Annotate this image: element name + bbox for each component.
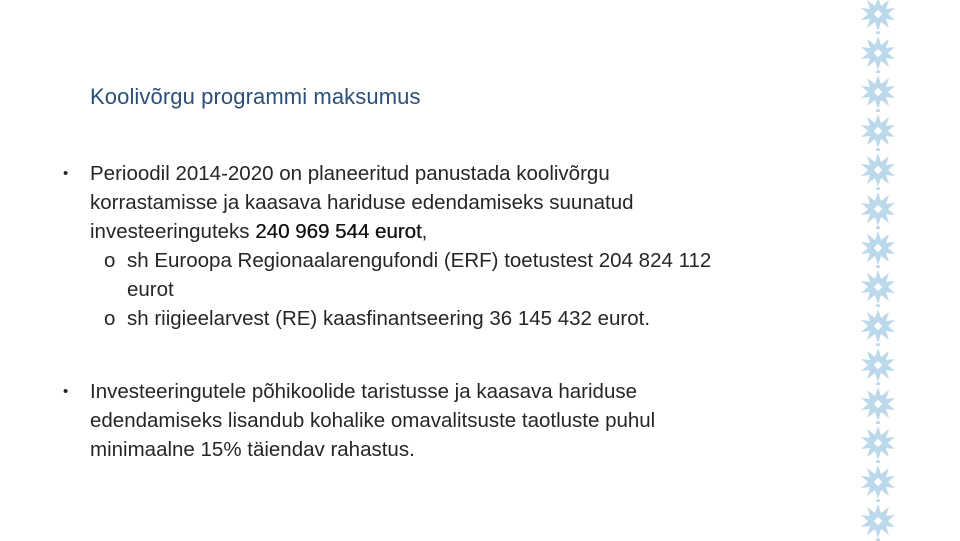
bullet-2-line-1: Investeeringutele põhikoolide taristusse ja kaasava hariduse (90, 380, 638, 403)
total-amount: 240 969 544 eurot (255, 220, 422, 243)
bullet-2-line-2: edendamiseks lisandub kohalike omavalitsuste taotluste puhul (90, 409, 656, 432)
snowflake-ornament-icon (858, 0, 898, 34)
snowflake-ornament-icon (858, 150, 898, 190)
sub-bullet-1-line-1: sh Euroopa Regionaalarengufondi (ERF) toetustest 204 824 112 (127, 249, 712, 272)
bullet-list-item-2 (63, 377, 823, 464)
snowflake-ornament-icon (858, 189, 898, 229)
bullet-1-line-3 (90, 217, 427, 246)
bullet-list-item-1 (63, 159, 823, 333)
bullet-1-line-1: Perioodil 2014-2020 on planeeritud panustada koolivõrgu (90, 162, 610, 185)
snowflake-ornament-icon (858, 384, 898, 424)
slide-title: Koolivõrgu programmi maksumus (90, 84, 421, 109)
snowflake-ornament-icon (858, 267, 898, 307)
bullet-1-line-2: korrastamisse ja kaasava hariduse edendamiseks suunatud (90, 191, 634, 214)
sub-bullet-marker: o (104, 249, 116, 272)
snowflake-ornament-icon (858, 423, 898, 463)
sub-bullet-marker: o (104, 307, 116, 330)
snowflake-ornament-icon (858, 462, 898, 502)
snowflake-ornament-icon (858, 345, 898, 385)
sub-bullet-2: sh riigieelarvest (RE) kaasfinantseering 36 145 432 eurot. (127, 307, 651, 330)
snowflake-ornament-icon (858, 306, 898, 346)
snowflake-ornament-icon (858, 33, 898, 73)
bullet-1-line-3-prefix: investeeringuteks (90, 220, 256, 243)
sub-bullet-1-line-2: eurot (127, 278, 174, 301)
snowflake-ornament-icon (858, 501, 898, 541)
decorative-ornament-border (858, 0, 898, 540)
snowflake-ornament-icon (858, 228, 898, 268)
bullet-1-line-3-suffix: , (421, 220, 428, 243)
snowflake-ornament-icon (858, 72, 898, 112)
bullet-2-line-3: minimaalne 15% täiendav rahastus. (90, 438, 415, 461)
snowflake-ornament-icon (858, 111, 898, 151)
bullet-marker: • (63, 165, 69, 182)
bullet-marker: • (63, 383, 69, 400)
